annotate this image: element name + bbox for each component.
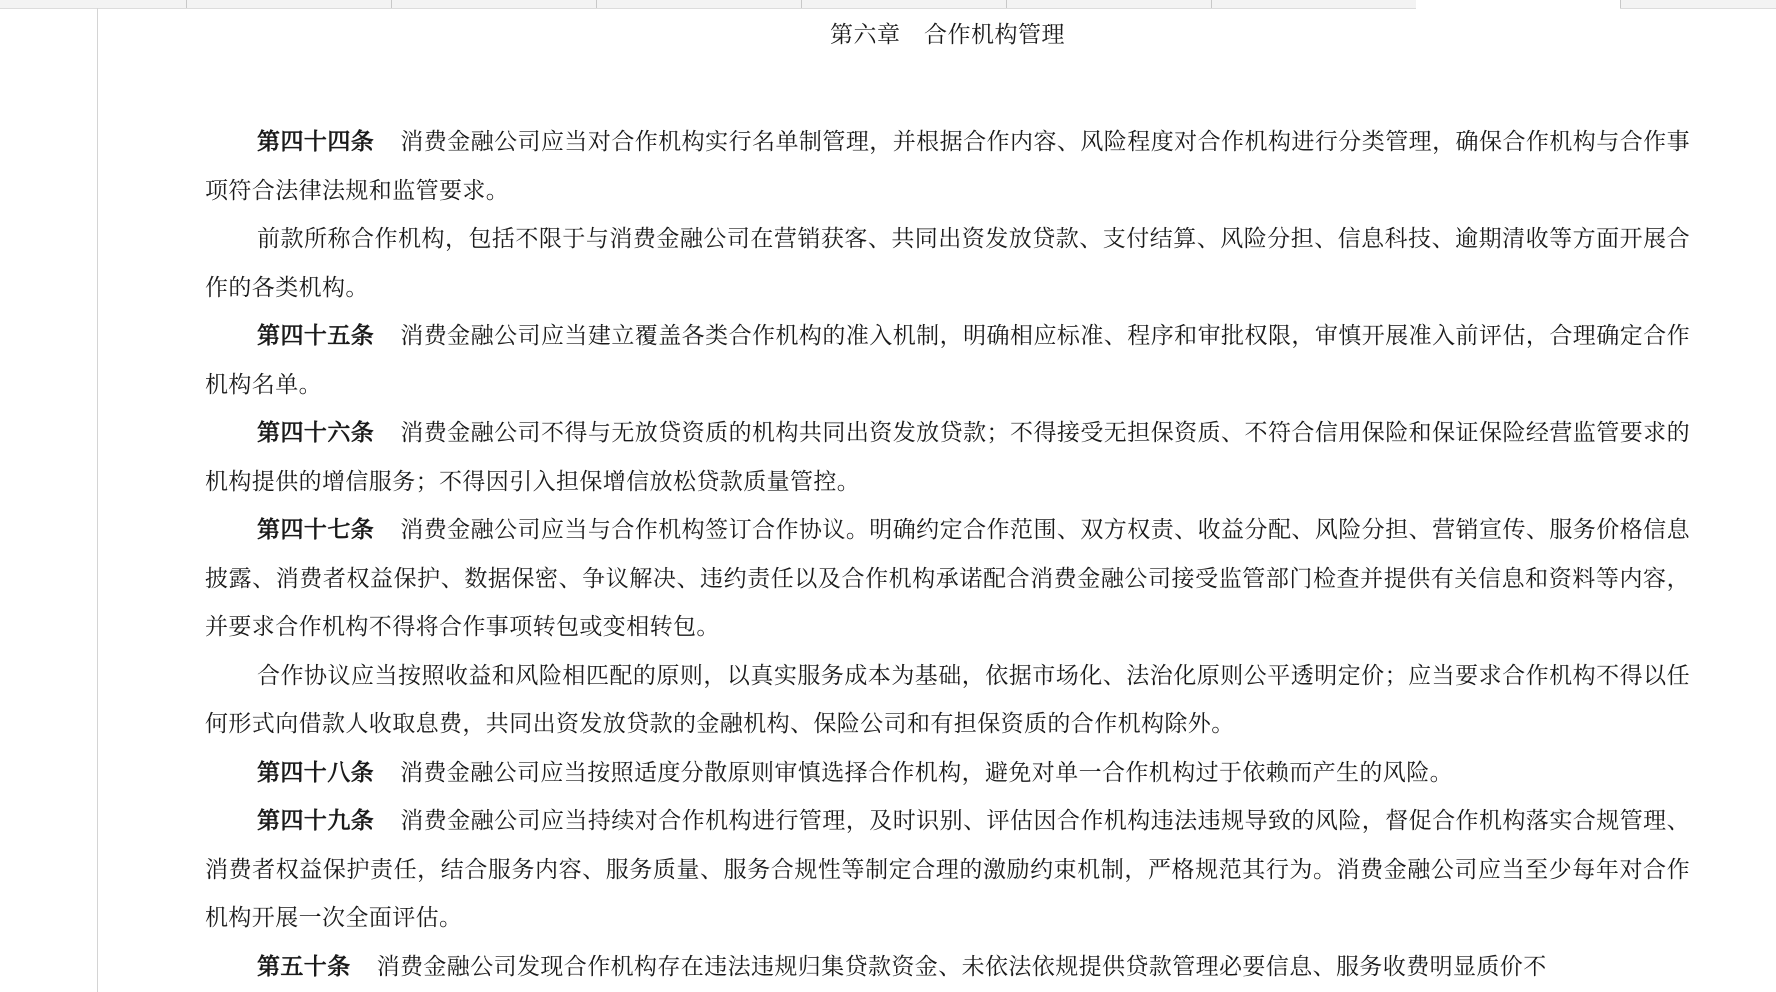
paragraph-text: 前款所称合作机构，包括不限于与消费金融公司在营销获客、共同出资发放贷款、支付结算、风险分担、信息科技、逾期清收等方面开展合作的各类机构。 [205,226,1690,301]
tab-separator [1620,0,1621,8]
tab-separator [391,0,392,8]
paragraph-article-47-clause-2 [205,652,1690,749]
tab-separator [801,0,802,8]
paragraph-text: 消费金融公司发现合作机构存在违法违规归集贷款资金、未依法依规提供贷款管理必要信息、服务收费明显质价不 [376,953,1547,980]
article-number: 第四十八条 [257,758,374,786]
document-page [205,8,1690,992]
tab-separator [1006,0,1007,8]
paragraph-article-44-clause-2 [205,215,1690,312]
document-body [205,118,1690,991]
paragraph-article-45 [205,312,1690,409]
tab-separator [596,0,597,8]
paragraph-text: 消费金融公司应当按照适度分散原则审慎选择合作机构，避免对单一合作机构过于依赖而产生的风险。 [400,759,1453,786]
paragraph-text: 消费金融公司应当对合作机构实行名单制管理，并根据合作内容、风险程度对合作机构进行分类管理，确保合作机构与合作事项符合法律法规和监管要求。 [205,129,1690,204]
article-number: 第四十七条 [257,516,375,543]
paragraph-text: 消费金融公司应当与合作机构签订合作协议。明确约定合作范围、双方权责、收益分配、风险分担、营销宣传、服务价格信息披露、消费者权益保护、数据保密、争议解决、违约责任以及合作机构承诺配合消费金融公司接受监管部门检查并提供有关信息和资料等内容，并要求合作机构不得将合作事项转包或变相转包。 [205,517,1690,640]
article-number: 第四十六条 [257,419,375,446]
tab-separator [186,0,187,8]
article-number: 第五十条 [257,952,351,980]
page-left-edge [97,8,98,992]
article-number: 第四十九条 [257,807,375,834]
chapter-title: 第六章 合作机构管理 [830,22,1065,48]
article-number: 第四十五条 [257,322,375,349]
paragraph-article-47 [205,506,1690,652]
article-number: 第四十四条 [257,128,375,155]
paragraph-article-50 [205,943,1690,991]
paragraph-article-49 [205,797,1690,943]
paragraph-article-48 [205,749,1690,798]
paragraph-article-46 [205,409,1690,506]
paragraph-text: 合作协议应当按照收益和风险相匹配的原则，以真实服务成本为基础，依据市场化、法治化原则公平透明定价；应当要求合作机构不得以任何形式向借款人收取息费，共同出资发放贷款的金融机构、保险公司和有担保资质的合作机构除外。 [205,662,1690,737]
paragraph-article-44 [205,118,1690,215]
paragraph-text: 消费金融公司应当建立覆盖各类合作机构的准入机制，明确相应标准、程序和审批权限，审慎开展准入前评估，合理确定合作机构名单。 [205,323,1690,398]
paragraph-text: 消费金融公司不得与无放贷资质的机构共同出资发放贷款；不得接受无担保资质、不符合信用保险和保证保险经营监管要求的机构提供的增信服务；不得因引入担保增信放松贷款质量管控。 [205,420,1690,495]
tab-separator [1211,0,1212,8]
paragraph-text: 消费金融公司应当持续对合作机构进行管理，及时识别、评估因合作机构违法违规导致的风险，督促合作机构落实合规管理、消费者权益保护责任，结合服务内容、服务质量、服务合规性等制定合理的激励约束机制，严格规范其行为。消费金融公司应当至少每年对合作机构开展一次全面评估。 [205,808,1690,931]
